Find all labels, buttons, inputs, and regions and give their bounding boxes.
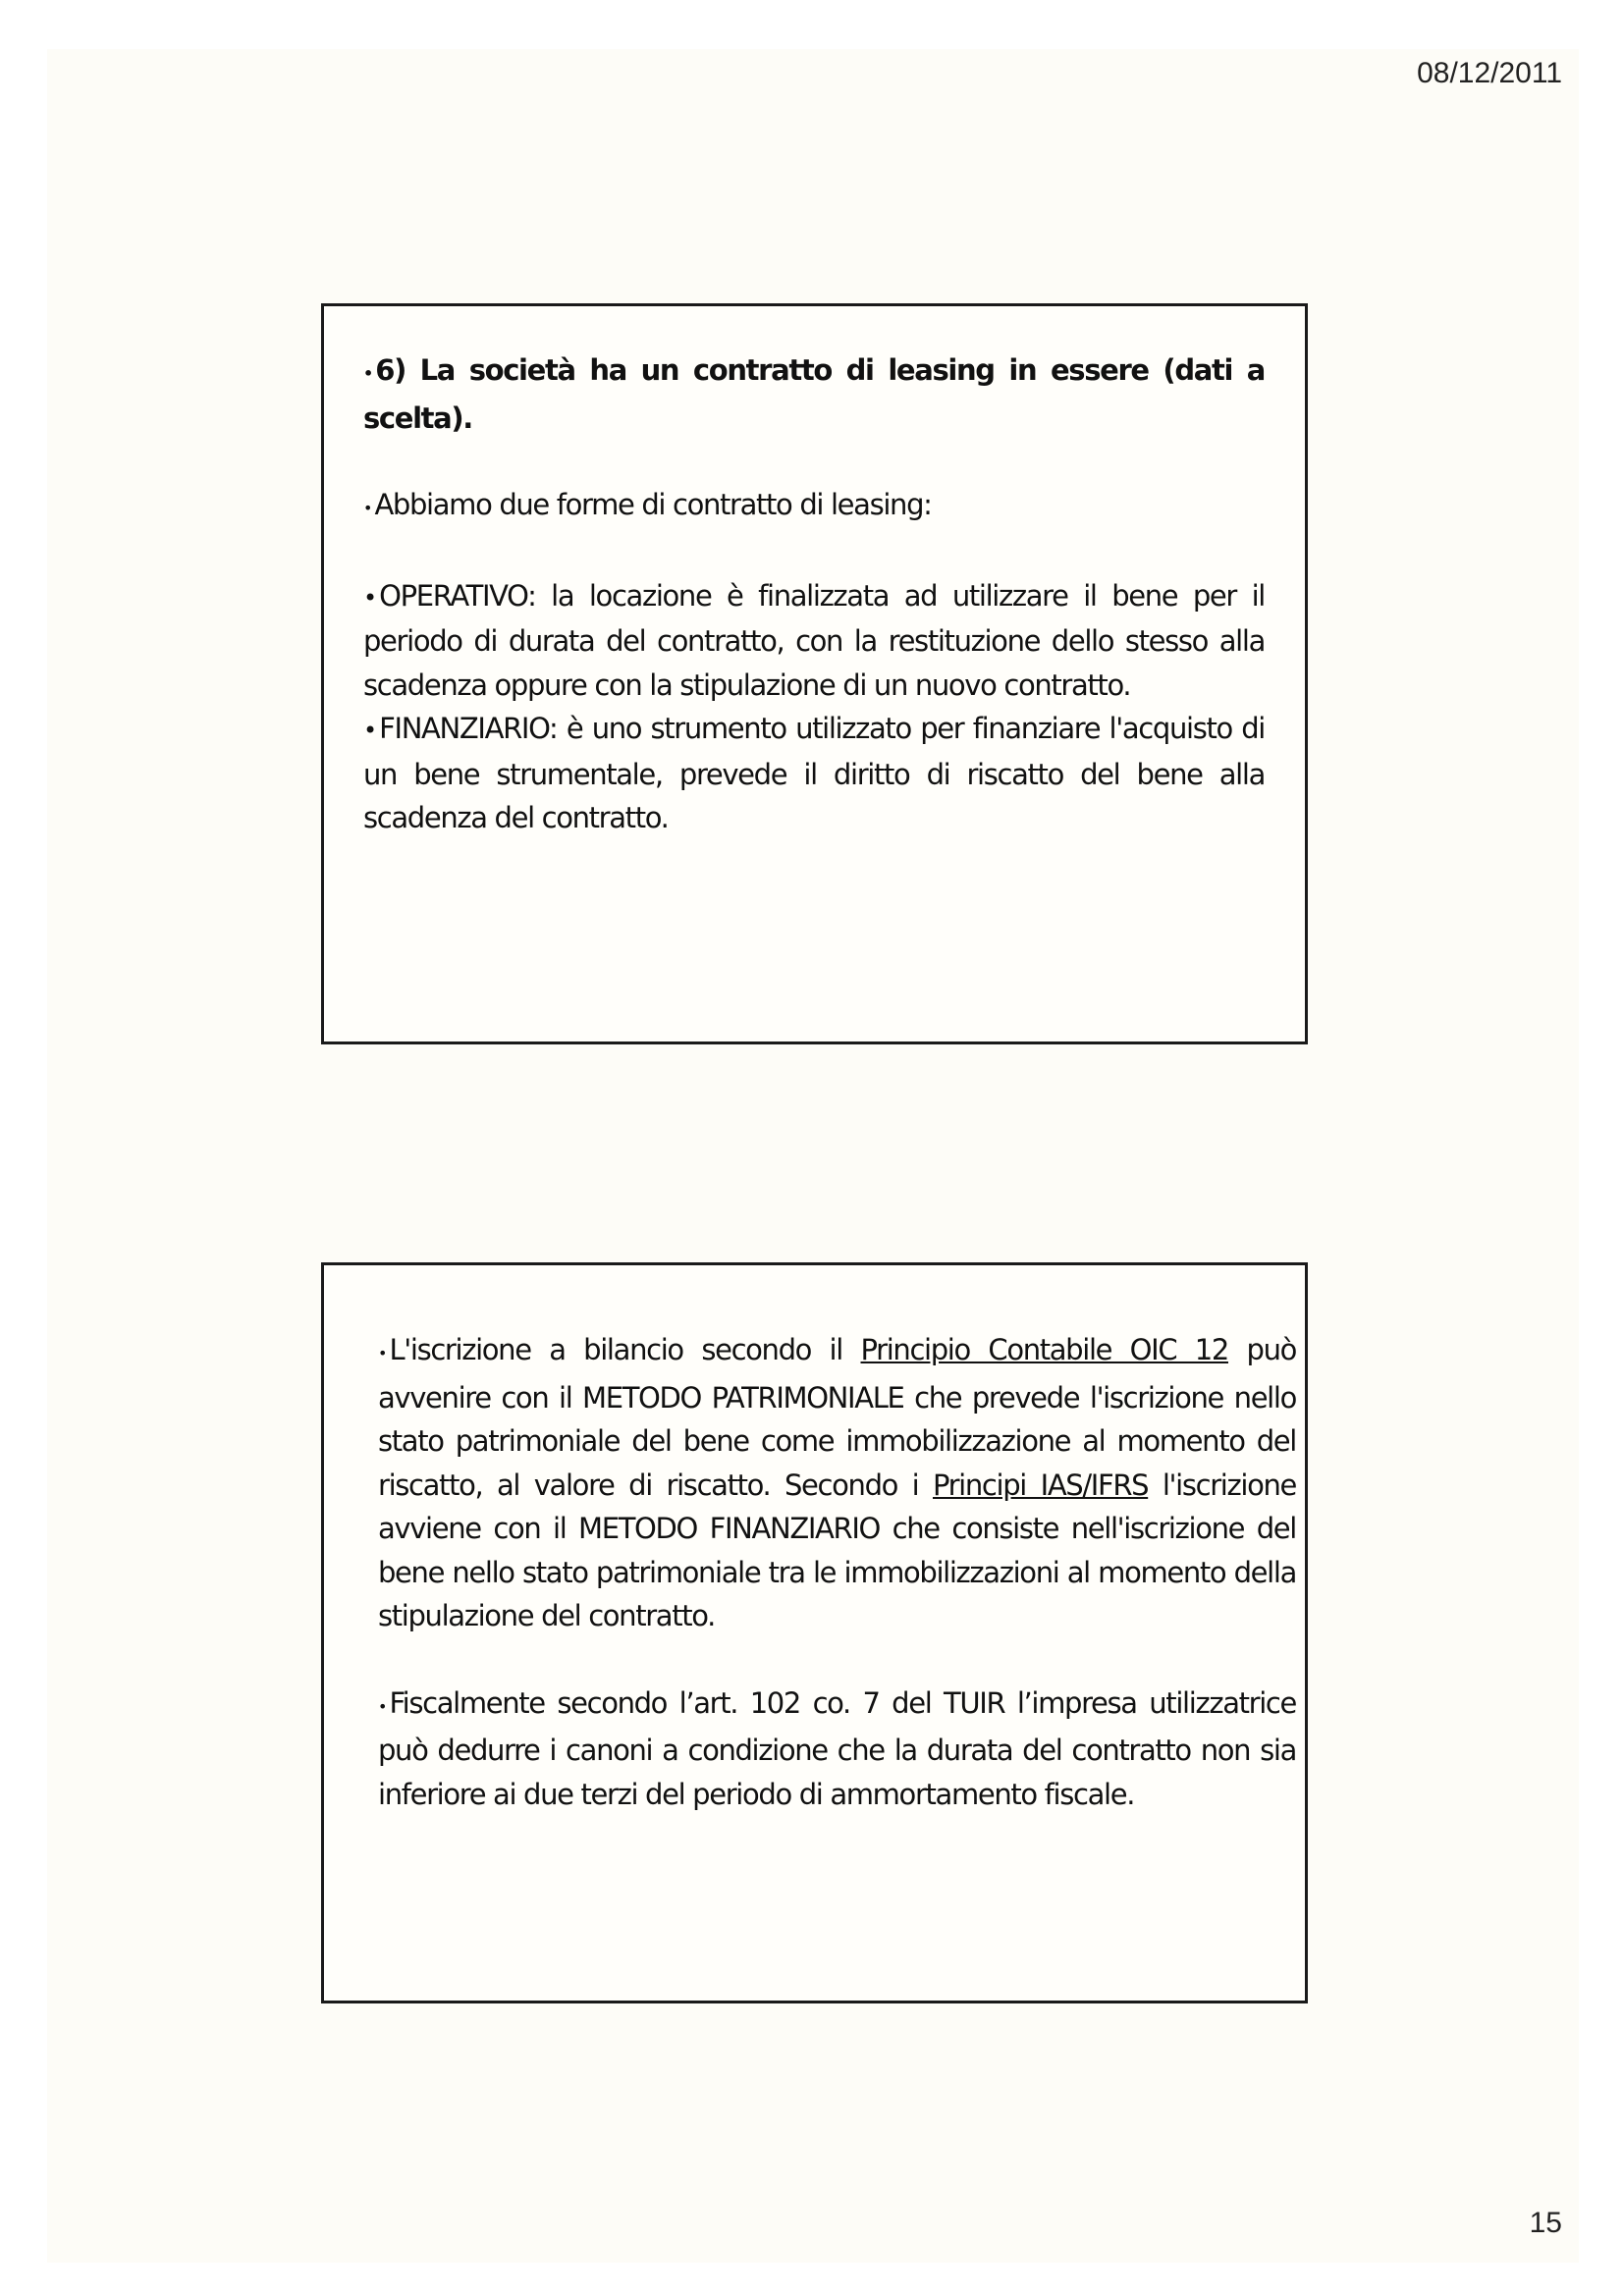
slide-body xyxy=(378,1328,1296,1816)
bullet-icon: • xyxy=(363,717,378,744)
slide-title xyxy=(363,348,1265,440)
oic12-link[interactable]: Principio Contabile OIC 12 xyxy=(860,1333,1228,1366)
slide-title-text: 6) La società ha un contratto di leasing in essere (dati a scelta). xyxy=(363,353,1265,435)
ias-ifrs-link[interactable]: Principi IAS/IFRS xyxy=(932,1468,1149,1502)
bullet-icon: • xyxy=(378,1696,388,1716)
fiscal-text: Fiscalmente secondo l’art. 102 co. 7 del TUIR l’impresa utilizzatrice può dedurre i canoni a condizione che la durata del contratto non sia inferiore ai due terzi del periodo di ammortamento fiscale. xyxy=(378,1685,1296,1811)
slide-body xyxy=(363,348,1265,840)
accounting-text-b: può avvenire con il METODO PATRIMONIALE che prevede l'iscrizione nello stato patrimoniale del bene come immobilizzazione al momento del riscatto, al valore di riscatto. Secondo i xyxy=(378,1333,1296,1502)
accounting-paragraph xyxy=(378,1328,1296,1638)
bullet-icon: • xyxy=(363,364,374,383)
bullet-icon: • xyxy=(378,1344,388,1362)
finanziario-text: FINANZIARIO: è uno strumento utilizzato per finanziare l'acquisto di un bene strumentale, prevede il diritto di riscatto del bene alla scadenza del contratto. xyxy=(363,712,1265,834)
operativo-text: OPERATIVO: la locazione è finalizzata ad utilizzare il bene per il periodo di durata del contratto, con la restituzione dello stesso alla scadenza oppure con la stipulazione di un nuovo contratto. xyxy=(363,578,1265,702)
bullet-icon: • xyxy=(363,499,373,517)
operativo-paragraph xyxy=(363,574,1265,708)
bullet-icon: • xyxy=(363,583,378,612)
intro-paragraph xyxy=(363,483,1265,531)
accounting-text-a: L'iscrizione a bilancio secondo il xyxy=(389,1333,861,1366)
intro-text: Abbiamo due forme di contratto di leasing: xyxy=(374,488,932,521)
slide-leasing-types xyxy=(321,303,1308,1044)
fiscal-paragraph xyxy=(378,1682,1296,1817)
page-number: 15 xyxy=(1529,2207,1562,2239)
slide-accounting-treatment xyxy=(321,1262,1308,2003)
finanziario-paragraph xyxy=(363,707,1265,840)
accounting-text-c: l'iscrizione avviene con il METODO FINANZIARIO che consiste nell'iscrizione del bene nello stato patrimoniale tra le immobilizzazioni al momento della stipulazione del contratto. xyxy=(378,1468,1296,1632)
header-date: 08/12/2011 xyxy=(1417,57,1562,89)
